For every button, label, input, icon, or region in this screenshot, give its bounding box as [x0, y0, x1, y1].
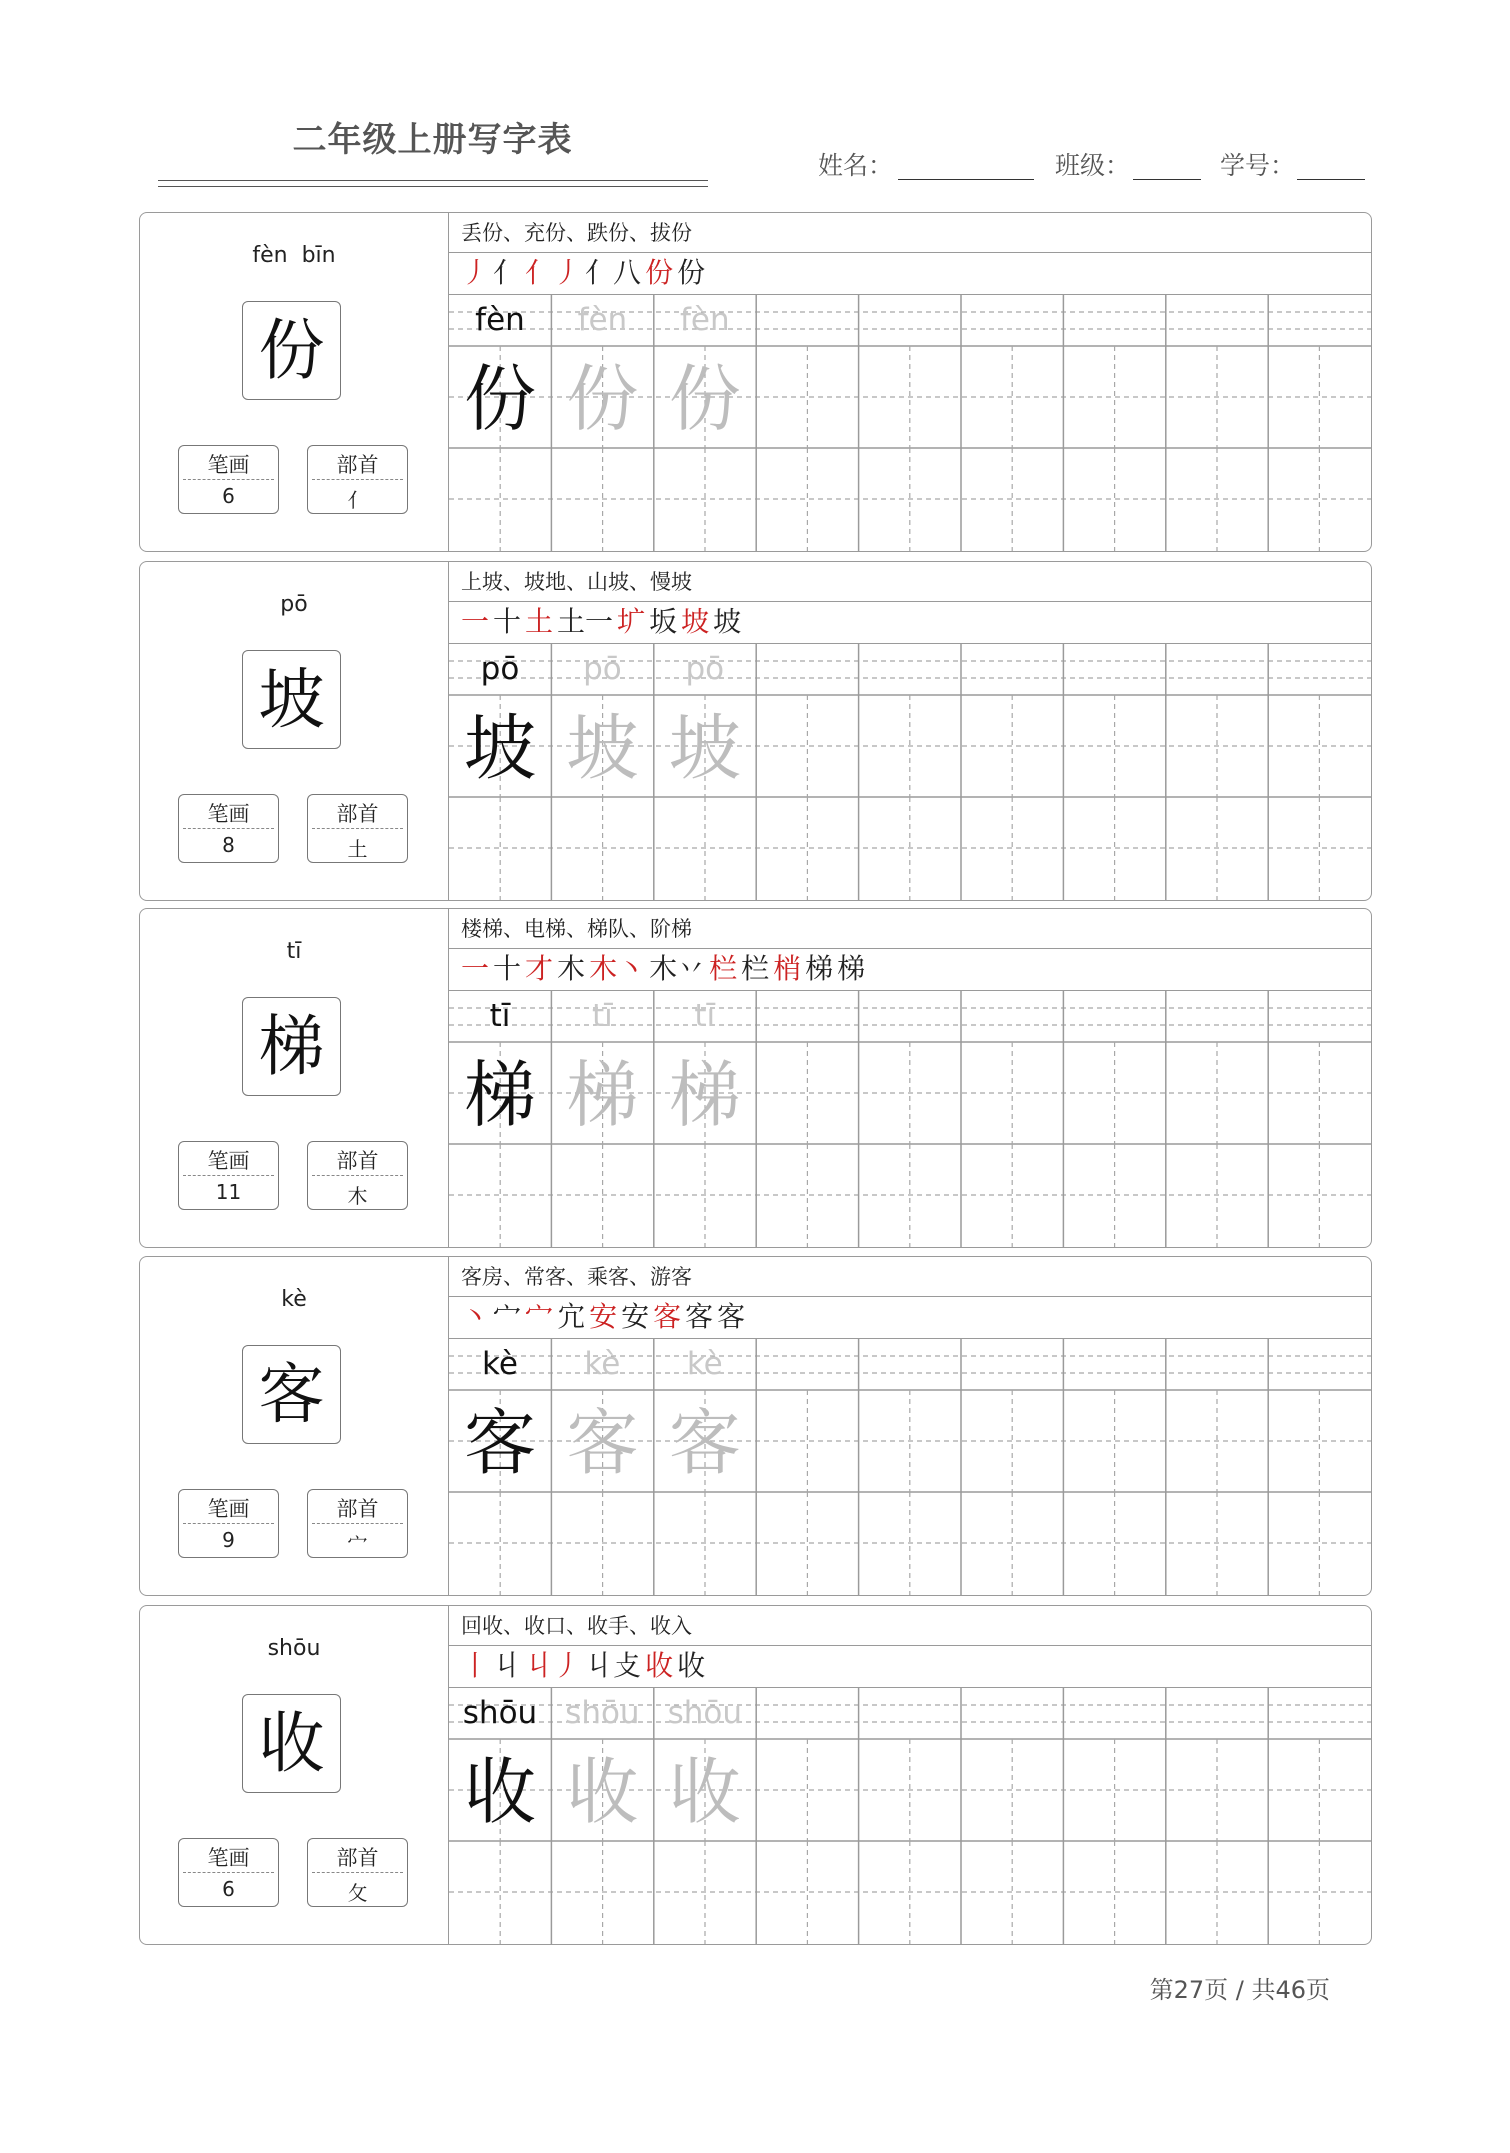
pinyin-model: shōu	[462, 1695, 538, 1731]
stroke-step: 份	[677, 256, 706, 289]
class-field[interactable]	[1133, 179, 1201, 180]
strokes-count: 6	[222, 484, 235, 508]
dashed-divider	[183, 479, 274, 480]
radical-box	[307, 794, 408, 863]
dashed-divider	[312, 1523, 403, 1524]
strokes-count: 6	[222, 1877, 235, 1901]
dashed-divider	[183, 1175, 274, 1176]
stroke-order	[449, 602, 1371, 644]
character-model: 收	[463, 1750, 536, 1834]
pinyin-trace: shōu	[565, 1695, 640, 1731]
number-field[interactable]	[1297, 179, 1365, 180]
pinyin-label: fèn bīn	[252, 243, 336, 268]
stroke-step: 收	[677, 1649, 706, 1682]
stroke-order	[449, 253, 1371, 295]
character-trace: 份	[566, 357, 639, 441]
strokes-box	[178, 1489, 279, 1558]
pinyin-trace: pō	[583, 651, 622, 687]
radical-box	[307, 445, 408, 514]
pinyin-label: kè	[281, 1287, 307, 1312]
radical-value: 攵	[347, 1881, 368, 1905]
radical-label: 部首	[336, 1149, 379, 1173]
pinyin-trace: tī	[592, 998, 613, 1034]
pinyin-model: tī	[489, 998, 511, 1034]
name-label: 姓名：	[818, 151, 894, 180]
stroke-step: 丶	[461, 1300, 490, 1333]
stroke-step: 丩攴	[585, 1649, 642, 1682]
name-field[interactable]	[898, 179, 1034, 180]
stroke-step: 客	[653, 1300, 682, 1333]
character-info-panel	[140, 909, 449, 1247]
stroke-step: 宀	[493, 1300, 522, 1333]
radical-label: 部首	[336, 1846, 379, 1870]
character-trace: 梯	[668, 1053, 741, 1137]
main-character: 收	[242, 1694, 341, 1793]
strokes-box	[178, 445, 279, 514]
radical-box	[307, 1489, 408, 1558]
strokes-box	[178, 1141, 279, 1210]
page-title: 二年级上册写字表	[292, 120, 573, 160]
stroke-step: 安	[621, 1300, 650, 1333]
pinyin-trace: shōu	[667, 1695, 742, 1731]
stroke-step: 木丷	[649, 952, 706, 985]
stroke-step: 木丶	[589, 952, 646, 985]
stroke-step: 十	[493, 605, 522, 638]
stroke-step: 亻丿	[525, 256, 582, 289]
pinyin-trace: tī	[694, 998, 716, 1034]
stroke-step: 土一	[557, 605, 614, 638]
stroke-step: 圹	[617, 605, 646, 638]
student-info	[0, 146, 1510, 186]
stroke-order	[449, 1297, 1371, 1339]
character-trace: 收	[566, 1750, 639, 1834]
dashed-divider	[312, 828, 403, 829]
main-character: 份	[242, 301, 341, 400]
character-card	[139, 561, 1372, 901]
character-model: 坡	[463, 706, 536, 790]
character-card	[139, 1605, 1372, 1945]
radical-label: 部首	[336, 1497, 379, 1521]
radical-label: 部首	[336, 802, 379, 826]
stroke-step: 宂	[557, 1300, 586, 1333]
stroke-step: 十	[493, 952, 522, 985]
practice-panel	[449, 1257, 1371, 1595]
dashed-divider	[183, 828, 274, 829]
stroke-step: 份	[645, 256, 674, 289]
character-model: 梯	[463, 1053, 536, 1137]
pinyin-model: fèn	[475, 302, 525, 338]
strokes-label: 笔画	[207, 1149, 250, 1173]
stroke-step: 亻	[493, 256, 522, 289]
strokes-label: 笔画	[207, 453, 250, 477]
character-info-panel	[140, 213, 449, 551]
character-trace: 客	[566, 1401, 639, 1485]
strokes-box	[178, 794, 279, 863]
radical-value: 土	[347, 837, 368, 861]
example-words: 丢份、充份、跌份、拔份	[449, 213, 1371, 253]
pinyin-trace: pō	[685, 651, 725, 687]
stroke-step: 客	[685, 1300, 714, 1333]
stroke-step: 木	[557, 952, 586, 985]
character-card	[139, 1256, 1372, 1596]
strokes-label: 笔画	[207, 802, 250, 826]
main-character: 梯	[242, 997, 341, 1096]
character-card	[139, 908, 1372, 1248]
stroke-step: 坂	[649, 605, 678, 638]
strokes-box	[178, 1838, 279, 1907]
stroke-step: 栏	[709, 952, 738, 985]
stroke-step: 宀	[525, 1300, 554, 1333]
example-words: 客房、常客、乘客、游客	[449, 1257, 1371, 1297]
character-model: 客	[463, 1401, 536, 1485]
stroke-step: 栏	[741, 952, 770, 985]
character-card	[139, 212, 1372, 552]
strokes-count: 11	[215, 1180, 242, 1204]
dashed-divider	[312, 1872, 403, 1873]
stroke-step: 才	[525, 952, 554, 985]
character-trace: 梯	[566, 1053, 639, 1137]
dashed-divider	[312, 1175, 403, 1176]
stroke-step: 丨	[461, 1649, 490, 1682]
stroke-step: 丿	[461, 256, 490, 289]
character-trace: 坡	[668, 706, 741, 790]
stroke-step: 土	[525, 605, 554, 638]
radical-value: 亻	[347, 488, 368, 512]
pinyin-label: shōu	[267, 1636, 321, 1661]
dashed-divider	[183, 1872, 274, 1873]
number-label: 学号：	[1220, 151, 1296, 180]
stroke-step: 客	[717, 1300, 746, 1333]
pinyin-model: kè	[482, 1346, 518, 1382]
pinyin-trace: fèn	[679, 302, 730, 338]
character-model: 份	[463, 357, 536, 441]
practice-panel	[449, 562, 1371, 900]
main-character: 坡	[242, 650, 341, 749]
practice-panel	[449, 1606, 1371, 1944]
radical-value: 木	[347, 1184, 368, 1208]
character-info-panel	[140, 1257, 449, 1595]
strokes-count: 9	[222, 1528, 235, 1552]
stroke-step: 梢	[773, 952, 802, 985]
stroke-step: 梯	[837, 952, 866, 985]
class-label: 班级：	[1055, 151, 1131, 180]
stroke-step: 安	[589, 1300, 618, 1333]
radical-box	[307, 1838, 408, 1907]
stroke-order	[449, 949, 1371, 991]
pinyin-trace: kè	[584, 1346, 621, 1382]
main-character: 客	[242, 1345, 341, 1444]
radical-box	[307, 1141, 408, 1210]
radical-value: 宀	[347, 1532, 368, 1556]
stroke-step: 梯	[805, 952, 834, 985]
pinyin-label: tī	[286, 939, 302, 964]
stroke-order	[449, 1646, 1371, 1688]
dashed-divider	[183, 1523, 274, 1524]
practice-panel	[449, 213, 1371, 551]
stroke-step: 收	[645, 1649, 674, 1682]
stroke-step: 一	[461, 952, 490, 985]
stroke-step: 丩	[493, 1649, 522, 1682]
character-info-panel	[140, 1606, 449, 1944]
stroke-step: 坡	[681, 605, 710, 638]
practice-panel	[449, 909, 1371, 1247]
example-words: 上坡、坡地、山坡、慢坡	[449, 562, 1371, 602]
stroke-step: 亻八	[585, 256, 642, 289]
pinyin-label: pō	[280, 592, 308, 617]
dashed-divider	[312, 479, 403, 480]
character-trace: 客	[668, 1401, 741, 1485]
example-words: 回收、收口、收手、收入	[449, 1606, 1371, 1646]
strokes-count: 8	[222, 833, 235, 857]
character-trace: 份	[668, 357, 741, 441]
stroke-step: 丩丿	[525, 1649, 582, 1682]
radical-label: 部首	[336, 453, 379, 477]
stroke-step: 坡	[713, 605, 742, 638]
character-info-panel	[140, 562, 449, 900]
page-number: 第27页 / 共46页	[1149, 1976, 1330, 2004]
character-trace: 收	[668, 1750, 741, 1834]
pinyin-trace: kè	[686, 1346, 723, 1382]
strokes-label: 笔画	[207, 1497, 250, 1521]
strokes-label: 笔画	[207, 1846, 250, 1870]
stroke-step: 一	[461, 605, 490, 638]
pinyin-model: pō	[480, 651, 520, 687]
example-words: 楼梯、电梯、梯队、阶梯	[449, 909, 1371, 949]
title-underline-bottom	[158, 186, 708, 187]
pinyin-trace: fèn	[577, 302, 628, 338]
character-trace: 坡	[566, 706, 639, 790]
